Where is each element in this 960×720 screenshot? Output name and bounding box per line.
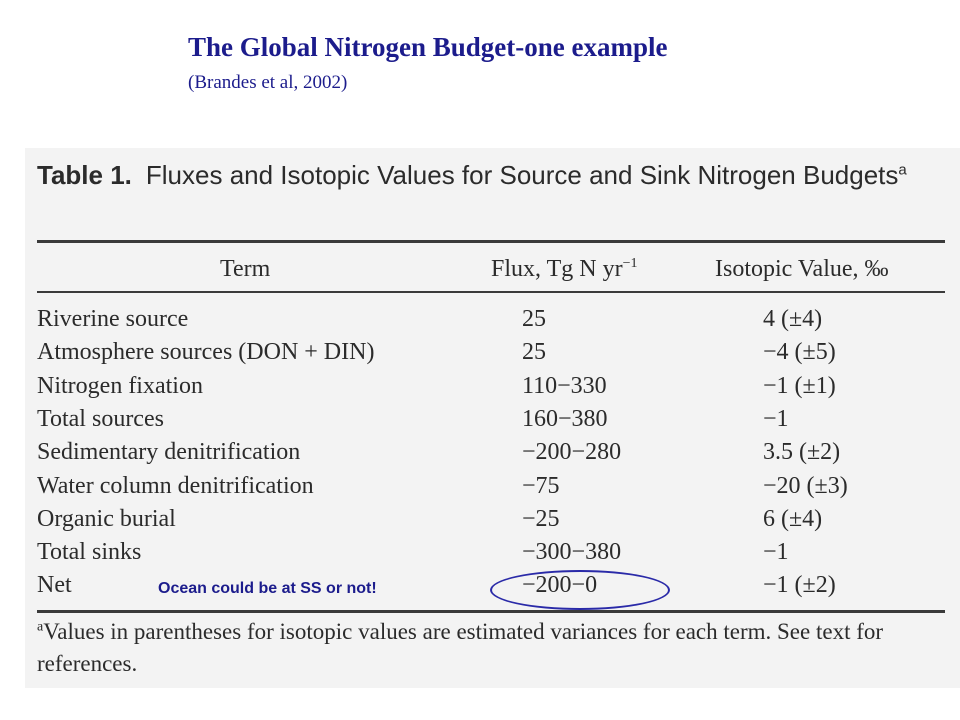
table-caption-text: Fluxes and Isotopic Values for Source and Sink Nitrogen Budgets — [145, 160, 899, 190]
cell-isotopic: −1 (±1) — [763, 373, 836, 399]
cell-term: Total sinks — [37, 539, 142, 565]
column-header-flux — [491, 256, 637, 283]
cell-isotopic: −4 (±5) — [763, 339, 836, 365]
table-caption — [37, 156, 947, 194]
column-header-term: Term — [220, 256, 271, 282]
cell-flux: −75 — [522, 473, 560, 499]
highlight-ellipse — [490, 570, 670, 610]
table-header-rule — [37, 291, 945, 293]
table-footnote-marker: a — [37, 619, 44, 635]
table-footnote-text: Values in parentheses for isotopic values are estimated variances for each term. See text for references. — [37, 619, 884, 676]
column-header-flux-exponent: −1 — [622, 256, 638, 271]
cell-term: Sedimentary denitrification — [37, 439, 301, 465]
table-caption-lead: Table 1. — [37, 160, 132, 190]
cell-term: Atmosphere sources (DON + DIN) — [37, 339, 375, 365]
annotation-text: Ocean could be at SS or not! — [158, 580, 377, 597]
cell-term: Water column denitrification — [37, 473, 314, 499]
cell-flux: 110−330 — [522, 373, 607, 399]
column-header-flux-label: Flux, Tg N yr — [491, 256, 623, 282]
cell-flux: −300−380 — [522, 539, 622, 565]
cell-isotopic: −1 — [763, 539, 789, 565]
slide-title: The Global Nitrogen Budget-one example — [188, 32, 668, 62]
slide-subtitle: (Brandes et al, 2002) — [188, 72, 348, 93]
cell-flux: 25 — [522, 339, 546, 365]
cell-flux: −200−280 — [522, 439, 622, 465]
cell-term: Nitrogen fixation — [37, 373, 203, 399]
cell-isotopic: −1 — [763, 406, 789, 432]
cell-flux: 25 — [522, 306, 546, 332]
table-top-rule — [37, 240, 945, 243]
cell-isotopic: 6 (±4) — [763, 506, 823, 532]
cell-term: Net — [37, 572, 72, 598]
table-caption-footnote-marker: a — [898, 161, 907, 179]
scanned-table — [25, 148, 960, 688]
cell-term: Total sources — [37, 406, 164, 432]
column-header-isotopic: Isotopic Value, ‰ — [715, 256, 889, 282]
cell-term: Organic burial — [37, 506, 176, 532]
cell-isotopic: −20 (±3) — [763, 473, 848, 499]
cell-term: Riverine source — [37, 306, 189, 332]
cell-flux: −25 — [522, 506, 560, 532]
cell-flux: 160−380 — [522, 406, 608, 432]
table-footnote — [37, 616, 947, 680]
cell-flux: −200−0 — [522, 572, 598, 598]
table-bottom-rule — [37, 610, 945, 613]
cell-isotopic: −1 (±2) — [763, 572, 836, 598]
cell-isotopic: 4 (±4) — [763, 306, 823, 332]
cell-isotopic: 3.5 (±2) — [763, 439, 841, 465]
